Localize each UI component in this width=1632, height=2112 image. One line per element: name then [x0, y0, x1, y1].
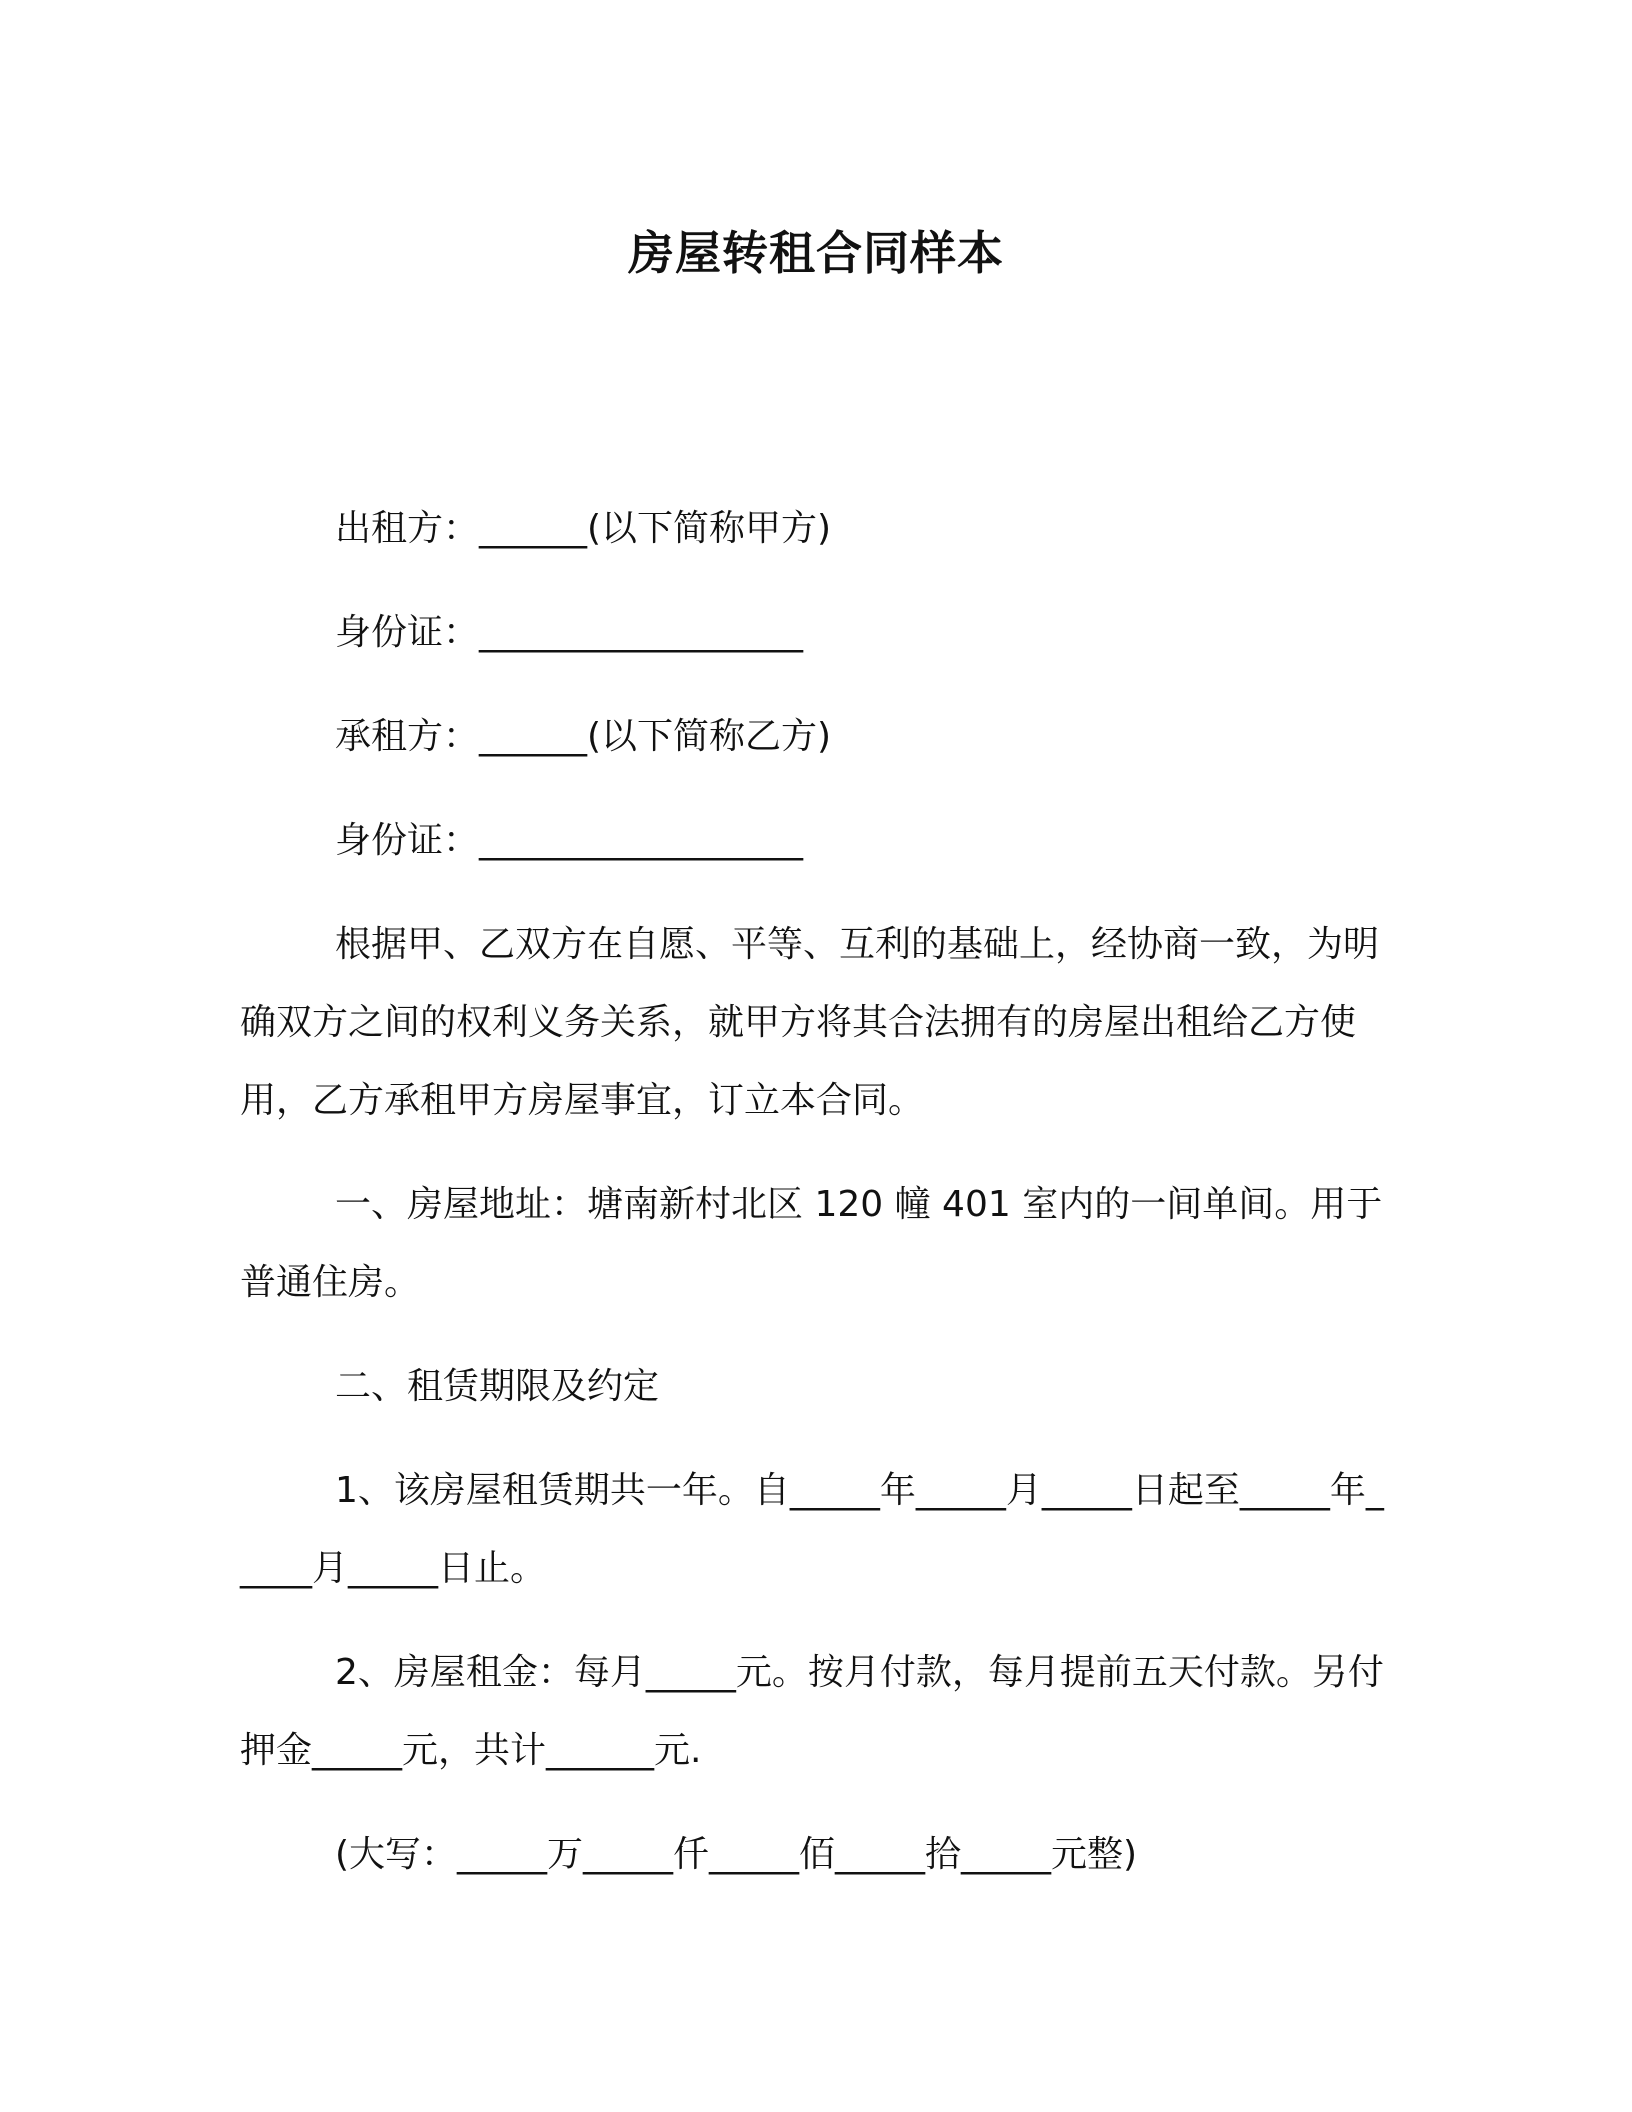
lessor-line: 出租方：______(以下简称甲方): [335, 508, 832, 549]
lessee-line: 承租方：______(以下简称乙方): [335, 716, 832, 757]
clause-lease-term-heading: 二、租赁期限及约定: [335, 1366, 660, 1407]
lessor-id-line: 身份证：__________________: [335, 612, 804, 653]
document-title: 房屋转租合同样本: [628, 226, 1004, 280]
clause-house-address: 一、房屋地址：塘南新村北区 120 幢 401 室内的一间单间。用于普通住房。: [240, 1184, 1383, 1303]
clause-rent: 2、房屋租金：每月_____元。按月付款，每月提前五天付款。另付押金_____元，共计______元.: [240, 1652, 1384, 1771]
clause-rent-capital: (大写：_____万_____仟_____佰_____拾_____元整): [335, 1834, 1138, 1875]
lessee-id-line: 身份证：__________________: [335, 820, 804, 861]
document-body: [240, 490, 1390, 1894]
clause-lease-period: 1、该房屋租赁期共一年。自_____年_____月_____日起至_____年_____月_____日止。: [240, 1470, 1384, 1589]
preamble-paragraph: 根据甲、乙双方在自愿、平等、互利的基础上，经协商一致，为明确双方之间的权利义务关系，就甲方将其合法拥有的房屋出租给乙方使用，乙方承租甲方房屋事宜，订立本合同。: [240, 924, 1380, 1121]
